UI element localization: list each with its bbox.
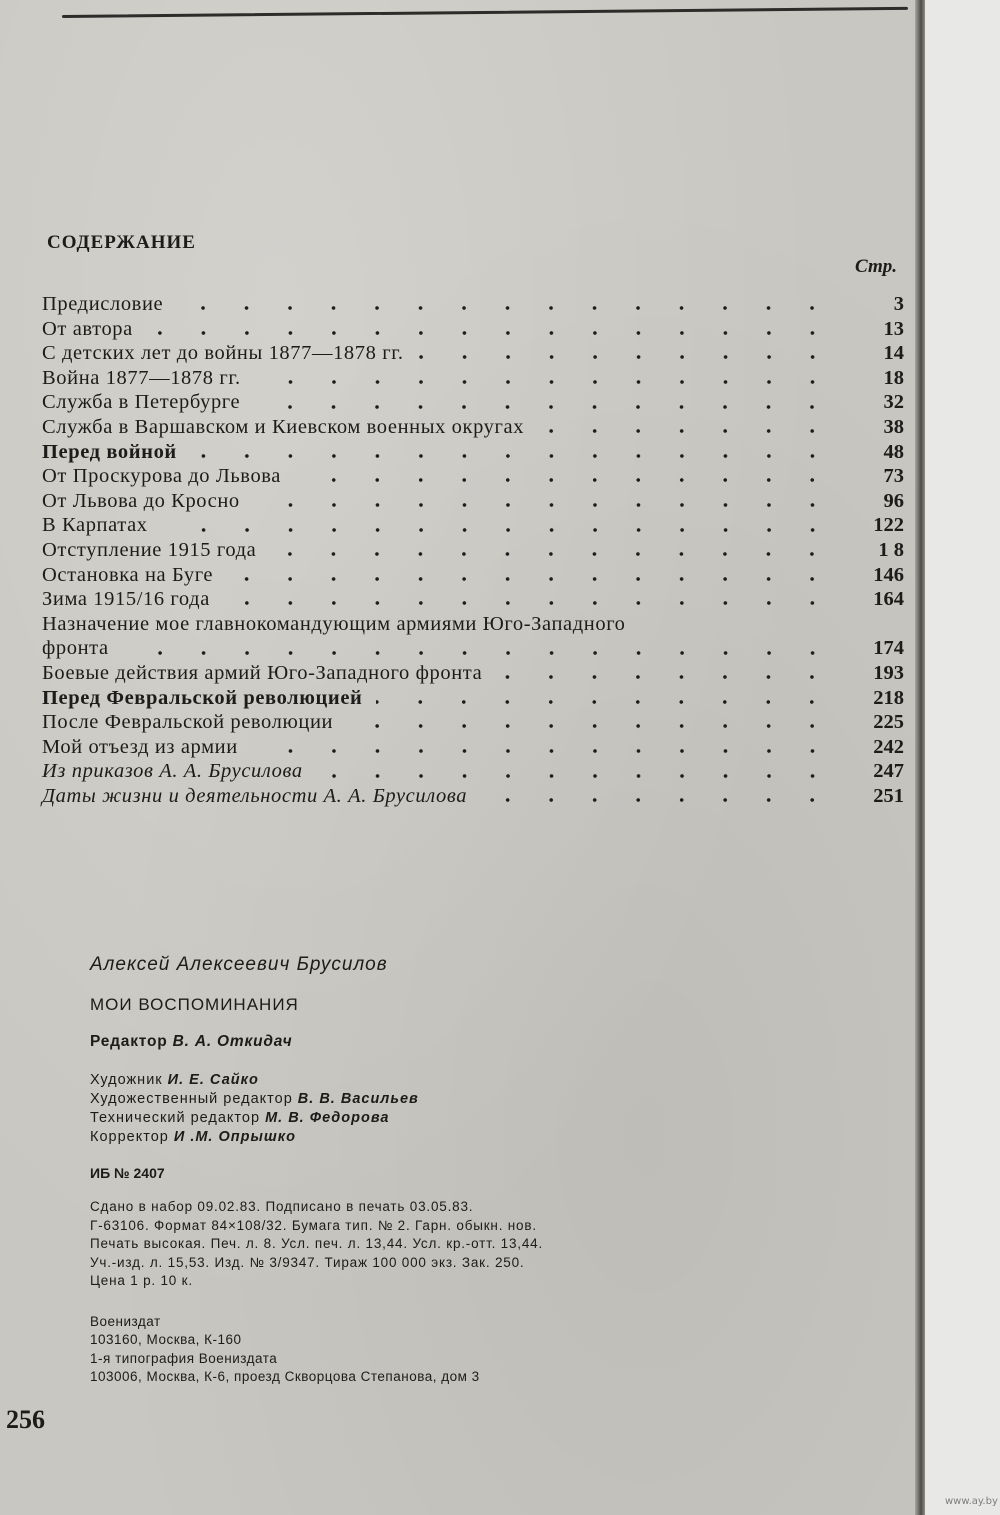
staff-credit [90,1109,850,1128]
staff-role: Корректор [90,1129,169,1145]
staff-role: Технический редактор [90,1110,261,1126]
toc-entry-label: Боевые действия армий Юго-Западного фронта [42,661,483,684]
toc-entry [42,735,904,760]
staff-role: Художник [90,1072,163,1088]
toc-entry-label: Даты жизни и деятельности А. А. Брусилова [42,784,468,807]
background-surface [925,0,1000,1515]
print-data [90,1198,850,1291]
toc-entry-page: 3 [893,293,904,315]
toc-entry-label: Назначение мое главнокомандующим армиями Юго-Западного [42,612,626,635]
dot-leader [224,600,834,606]
toc-entry-page: 96 [883,489,904,512]
toc-entry [42,538,904,563]
toc-entry-label: Служба в Варшавском и Киевском военных округах [42,415,525,438]
toc-entry-label: От Львова до Кросно [42,489,240,512]
toc-entry-page: 32 [883,391,904,414]
toc-entry-page: 146 [873,563,904,586]
toc-entry [42,464,904,489]
toc-entry-label: Остановка на Буге [42,563,214,586]
toc-entry [42,292,904,317]
toc-entry-label: Перед Февральской революцией [42,686,363,709]
toc-title: СОДЕРЖАНИЕ [47,232,196,253]
toc-entry [42,341,904,366]
toc-entry [42,366,904,391]
dot-leader [177,305,834,311]
publisher-line: Воениздат [90,1313,161,1329]
staff-credit [90,1071,850,1090]
dot-leader [496,674,834,680]
toc-entry [42,686,904,711]
toc-entry-page: 1 8 [878,538,904,561]
toc-entry-continuation [42,636,904,661]
watermark: www.ay.by [945,1496,998,1507]
toc-entry-label: фронта [42,637,109,660]
toc-entry [42,784,904,809]
toc-page-column-header: Стр. [855,256,897,277]
toc-entry-page: 14 [883,342,904,365]
toc-entry [42,390,904,415]
publisher-info [90,1313,850,1387]
toc-entry-label: Служба в Петербурге [42,391,241,414]
toc-entry [42,513,904,538]
page-gutter-edge [915,0,925,1515]
toc-entry-label: Из приказов А. А. Брусилова [42,760,303,783]
toc-entry-label: От Проскурова до Львова [42,465,282,488]
toc-entry-label: После Февральской революции [42,711,334,734]
staff-credits [90,1071,850,1147]
toc-entry [42,587,904,612]
dot-leader [295,477,834,483]
editor-role: Редактор [90,1033,168,1050]
dot-leader [227,576,834,582]
toc-entry-label: Война 1877—1878 гг. [42,366,241,389]
toc-entry [42,612,904,637]
toc-entry-page: 193 [873,661,904,684]
staff-name: В. В. Васильев [297,1091,419,1107]
print-data-line: Печать высокая. Печ. л. 8. Усл. печ. л. 13,44. Усл. кр.-отт. 13,44. [90,1236,544,1251]
dot-leader [123,650,834,656]
toc-entry-page: 247 [873,760,904,783]
staff-name: М. В. Федорова [265,1110,390,1126]
editor-credit [90,1033,850,1051]
top-rule-divider [62,7,908,18]
book-title: МОИ ВОСПОМИНАНИЯ [90,995,299,1014]
page-number: 256 [6,1405,45,1434]
dot-leader [255,379,834,385]
dot-leader [162,527,834,533]
staff-credit [90,1128,850,1147]
dot-leader [147,330,834,336]
dot-leader [481,797,834,803]
staff-name: И. Е. Сайко [167,1072,259,1088]
table-of-contents [42,292,904,808]
publisher-line: 103160, Москва, К-160 [90,1332,242,1347]
dot-leader [538,428,834,434]
ib-number: ИБ № 2407 [90,1165,165,1181]
dot-leader [254,502,834,508]
toc-entry-label: Отступление 1915 года [42,538,257,561]
colophon [90,954,850,1387]
print-data-line: Уч.-изд. л. 15,53. Изд. № 3/9347. Тираж 100 000 экз. Зак. 250. [90,1254,525,1270]
toc-entry [42,661,904,686]
editor-name: В. А. Откидач [172,1033,293,1050]
dot-leader [252,748,834,754]
print-data-line: Цена 1 р. 10 к. [90,1273,193,1288]
toc-entry [42,415,904,440]
toc-entry-page: 225 [873,711,904,734]
toc-entry [42,759,904,784]
toc-entry-page: 122 [873,514,904,537]
print-data-line: Сдано в набор 09.02.83. Подписано в печать 03.05.83. [90,1199,474,1214]
publisher-line: 103006, Москва, К-6, проезд Скворцова Степанова, дом 3 [90,1369,480,1384]
toc-entry [42,563,904,588]
toc-entry-page: 242 [873,735,904,758]
dot-leader [376,699,834,705]
staff-credit [90,1090,850,1109]
toc-entry [42,489,904,514]
toc-entry-page: 73 [883,465,904,488]
dot-leader [317,773,834,779]
toc-entry-page: 48 [883,440,904,463]
toc-entry [42,710,904,735]
toc-entry-page: 38 [883,415,904,438]
print-data-line: Г-63106. Формат 84×108/32. Бумага тип. № 2. Гарн. обыкн. нов. [90,1217,537,1233]
publisher-line: 1-я типография Воениздата [90,1350,278,1366]
toc-entry-label: Перед войной [42,440,177,463]
author-name: Алексей Алексеевич Брусилов [90,954,388,975]
toc-entry [42,317,904,342]
dot-leader [418,354,834,360]
toc-entry-page: 13 [883,317,904,340]
staff-role: Художественный редактор [90,1091,293,1107]
toc-entry-page: 218 [873,686,904,709]
dot-leader [254,404,834,410]
toc-entry-label: С детских лет до войны 1877—1878 гг. [42,342,404,365]
dot-leader [191,453,834,459]
dot-leader [347,723,834,729]
dot-leader [270,551,834,557]
toc-entry-label: От автора [42,317,133,340]
toc-entry-label: В Карпатах [42,514,148,537]
toc-entry [42,440,904,465]
staff-name: И .М. Опрышко [173,1129,296,1145]
toc-entry-page: 174 [873,637,904,660]
toc-entry-label: Мой отъезд из армии [42,735,238,758]
toc-entry-page: 251 [873,784,904,807]
toc-entry-label: Зима 1915/16 года [42,588,210,611]
toc-entry-page: 164 [873,588,904,611]
toc-entry-label: Предисловие [42,293,164,315]
toc-entry-page: 18 [883,366,904,389]
